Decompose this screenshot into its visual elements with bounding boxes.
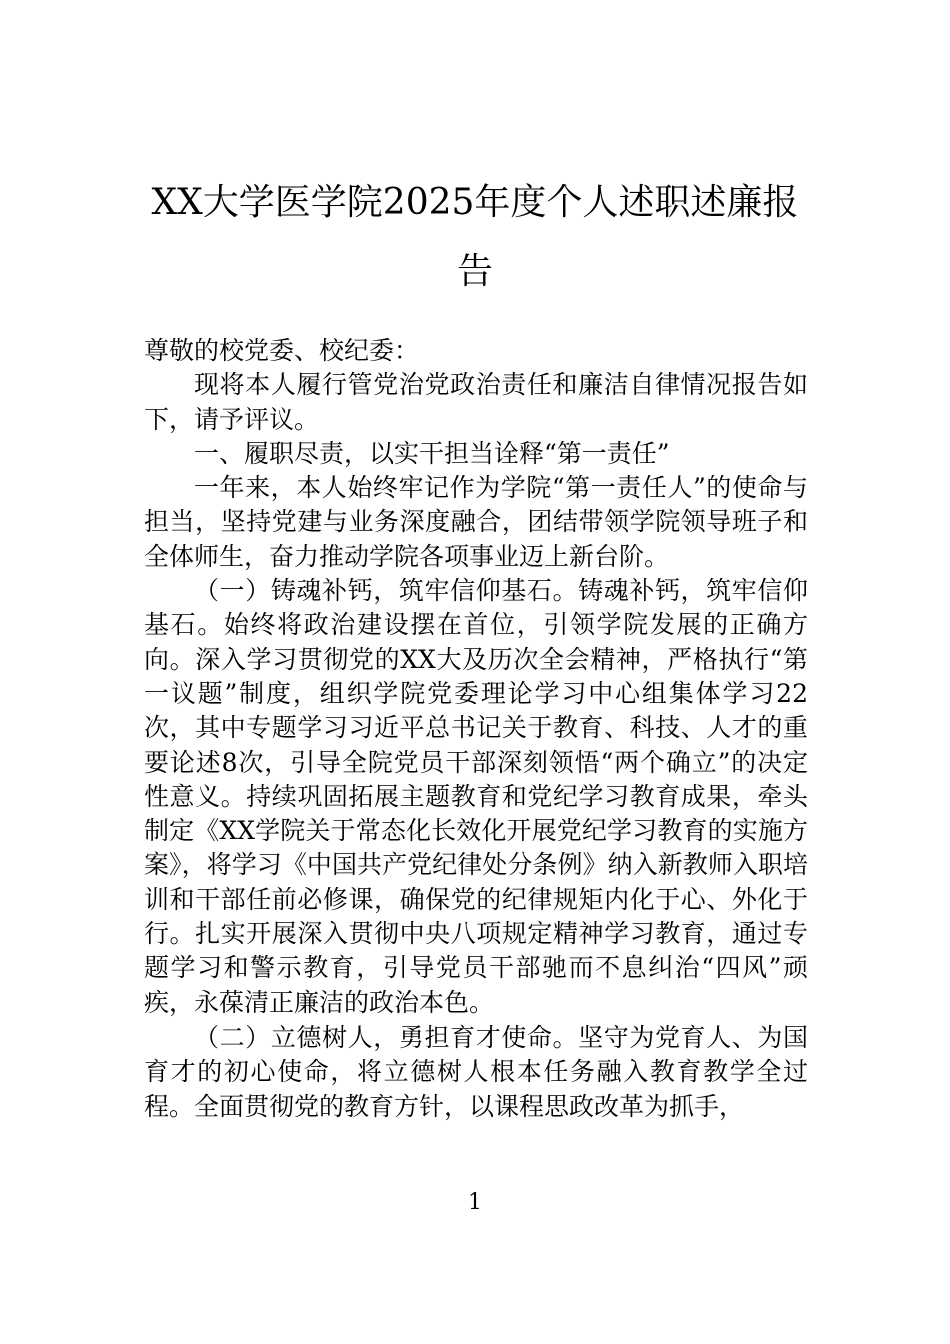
document-title: XX大学医学院2025年度个人述职述廉报告 [151,182,799,292]
paragraph-subsection-1: （一）铸魂补钙，筑牢信仰基石。铸魂补钙，筑牢信仰基石。始终将政治建设摆在首位，引领学院发展的正确方向。深入学习贯彻党的XX大及历次全会精神，严格执行“第一议题”制度，组织学院党委理论学习中心组集体学习22次，其中专题学习习近平总书记关于教育、科技、人才的重要论述8次，引导全院党员干部深刻领悟“两个确立”的决定性意义。持续巩固拓展主题教育和党纪学习教育成果，牵头制定《XX学院关于常态化长效化开展党纪学习教育的实施方案》，将学习《中国共产党纪律处分条例》纳入新教师入职培训和干部任前必修课，确保党的纪律规矩内化于心、外化于行。扎实开展深入贯彻中央八项规定精神学习教育，通过专题学习和警示教育，引导党员干部驰而不息纠治“四风”顽疾，永葆清正廉洁的政治本色。 [144,576,808,1017]
paragraph-subsection-2: （二）立德树人，勇担育才使命。坚守为党育人、为国育才的初心使命，将立德树人根本任务融入教育教学全过程。全面贯彻党的教育方针，以课程思政改革为抓手， [144,1022,808,1121]
paragraph-intro: 现将本人履行管党治党政治责任和廉洁自律情况报告如下，请予评议。 [144,370,808,434]
section-heading-1: 一、履职尽责，以实干担当诠释“第一责任” [194,438,670,468]
document-body [144,334,808,1124]
page-number: 1 [468,1190,482,1215]
salutation: 尊敬的校党委、校纪委： [144,336,420,365]
paragraph-overview: 一年来，本人始终牢记作为学院“第一责任人”的使命与担当，坚持党建与业务深度融合，团结带领学院领导班子和全体师生，奋力推动学院各项事业迈上新台阶。 [144,473,808,571]
